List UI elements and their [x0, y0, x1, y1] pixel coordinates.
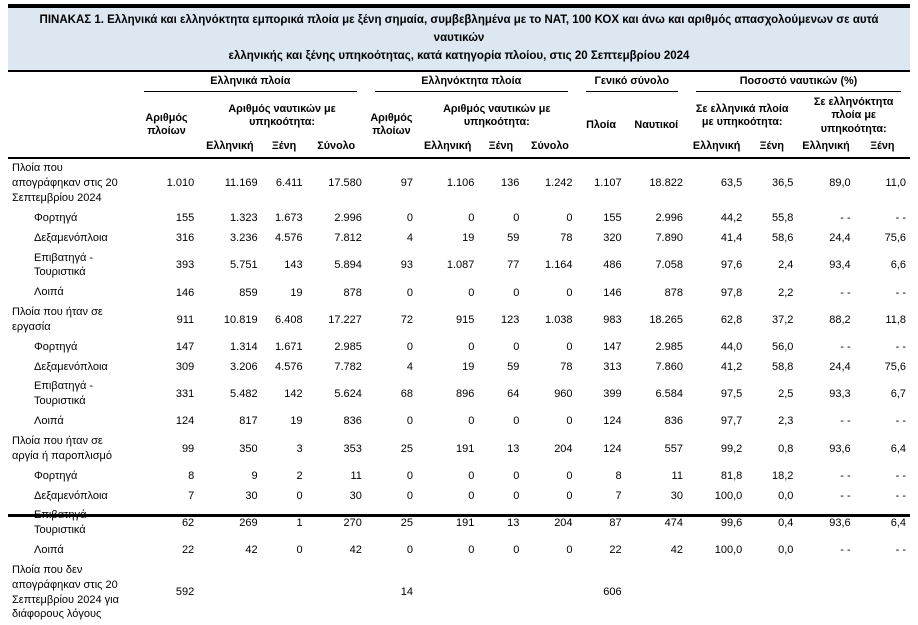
- cell: 269: [239, 517, 258, 530]
- cell: 4.576: [275, 232, 303, 244]
- row-label: Φορτηγά: [34, 469, 78, 482]
- cell: 0: [566, 489, 573, 502]
- cell: 313: [603, 360, 622, 373]
- cell: - -: [895, 544, 906, 557]
- cell: 2.985: [334, 341, 362, 354]
- cell: 2: [296, 469, 303, 482]
- cell: 0: [468, 489, 475, 502]
- cell: [855, 560, 910, 624]
- cell: 136: [500, 177, 520, 190]
- cell: 64: [507, 388, 520, 401]
- category-row: [8, 486, 910, 506]
- col-foreign-nationality: Ξένη: [478, 138, 523, 157]
- cell: 22: [609, 544, 622, 557]
- cell: 18,2: [771, 469, 794, 482]
- cell: 399: [603, 388, 622, 401]
- cell: - -: [895, 286, 906, 299]
- table-title: [8, 8, 910, 72]
- pct-greekowned-ships-header: Σε ελληνόκτητα πλοία με υπηκοότητα:: [813, 95, 894, 135]
- row-label-column-header: [8, 73, 135, 157]
- category-row: [8, 506, 910, 541]
- cell: 1.010: [166, 177, 195, 190]
- cell: 68: [400, 388, 414, 401]
- cell: - -: [840, 469, 851, 482]
- cell: 0: [566, 415, 573, 428]
- cell: 1.164: [545, 259, 573, 272]
- cell: 99,2: [720, 442, 743, 455]
- cell: 11,8: [885, 313, 906, 326]
- cell: 146: [603, 286, 622, 299]
- cell: 836: [343, 415, 362, 428]
- cell: 2.996: [655, 212, 683, 225]
- cell: [417, 560, 478, 624]
- cell: 63,5: [720, 177, 743, 190]
- cell: 0: [513, 341, 520, 354]
- cell: 155: [175, 212, 195, 225]
- cell: - -: [840, 286, 851, 299]
- cell: 58,6: [771, 232, 794, 244]
- group-greekowned-ships: Ελληνόκτητα πλοία: [366, 73, 577, 93]
- cell: 0: [566, 469, 573, 482]
- category-row: [8, 357, 910, 377]
- cell: 7: [188, 489, 195, 502]
- cell: 817: [239, 415, 258, 428]
- cell: 878: [343, 286, 362, 299]
- cell: 309: [175, 360, 195, 373]
- row-label: Επιβατηγά - Τουριστικά: [34, 251, 94, 279]
- cell: - -: [895, 212, 906, 225]
- cell: 7: [615, 489, 622, 502]
- cell: 97,6: [720, 259, 743, 272]
- category-row: [8, 337, 910, 357]
- cell: 2.985: [655, 341, 683, 354]
- cell: 5.624: [334, 388, 362, 401]
- cell: 25: [400, 517, 414, 530]
- cell: 13: [507, 517, 520, 530]
- cell: 6.408: [275, 313, 303, 326]
- cell: 3.236: [230, 232, 258, 244]
- cell: 18.265: [649, 313, 683, 326]
- cell: 93,6: [829, 517, 851, 530]
- row-label: Πλοία που απογράφηκαν στις 20 Σεπτεμβρίου 2024: [12, 162, 118, 205]
- cell: 0: [566, 286, 573, 299]
- cell: [746, 560, 797, 624]
- cell: 0: [513, 544, 520, 557]
- cell: 393: [175, 259, 195, 272]
- cell: 41,2: [720, 360, 743, 373]
- group-grand-total: Γενικό σύνολο: [577, 73, 687, 93]
- cell: 59: [507, 232, 520, 244]
- cell: 0: [468, 469, 475, 482]
- cell: 30: [349, 489, 362, 502]
- cell: 8: [615, 469, 622, 482]
- cell: 24,4: [829, 232, 851, 244]
- cell: 0: [406, 341, 414, 354]
- cell: 0: [513, 286, 520, 299]
- category-row: [8, 412, 910, 432]
- cell: [687, 560, 746, 624]
- col-greek-nationality: Ελληνική: [198, 138, 261, 157]
- total-seafarers-header: Ναυτικοί: [626, 94, 687, 158]
- cell: 58,8: [771, 360, 794, 373]
- cell: 37,2: [771, 313, 794, 326]
- cell: - -: [840, 212, 851, 225]
- ships-seafarers-table: [8, 73, 910, 624]
- cell: 7.812: [334, 232, 362, 244]
- cell: 2,5: [778, 388, 794, 401]
- cell: 0: [566, 544, 573, 557]
- cell: 1.673: [275, 212, 303, 225]
- row-label: Δεξαμενόπλοια: [34, 360, 108, 373]
- cell: 42: [245, 544, 258, 557]
- cell: 25: [400, 442, 414, 455]
- cell: 0: [468, 544, 475, 557]
- cell: 93: [400, 259, 414, 272]
- table-title-line2: ελληνικής και ξένης υπηκοότητας, κατά κατηγορία πλοίου, στις 20 Σεπτεμβρίου 2024: [228, 49, 690, 62]
- cell: 320: [603, 232, 622, 244]
- cell: 1.314: [230, 341, 258, 354]
- row-label: Πλοία που ήταν σε εργασία: [12, 306, 103, 333]
- cell: 124: [175, 415, 195, 428]
- cell: 89,0: [829, 177, 851, 190]
- cell: [198, 560, 261, 624]
- cell: 1.106: [446, 177, 475, 190]
- cell: 77: [507, 259, 520, 272]
- cell: [523, 560, 576, 624]
- cell: 11,0: [885, 177, 906, 190]
- cell: 75,6: [884, 232, 906, 244]
- cell: 0: [296, 489, 303, 502]
- cell: 7.058: [655, 259, 683, 272]
- cell: 960: [554, 388, 573, 401]
- header-subgroup-row: [8, 94, 910, 138]
- cell: 97,5: [720, 388, 743, 401]
- section-row: [8, 158, 910, 209]
- cell: 41,4: [720, 232, 743, 244]
- cell: 350: [239, 442, 258, 455]
- cell: 0: [406, 544, 414, 557]
- cell: 75,6: [884, 360, 906, 373]
- category-row: [8, 466, 910, 486]
- row-label: Επιβατηγά - Τουριστικά: [34, 380, 94, 408]
- table-header: [8, 73, 910, 157]
- cell: 2,3: [778, 415, 794, 428]
- category-row: [8, 248, 910, 283]
- row-label: Πλοία που ήταν σε αργία ή παροπλισμό: [12, 435, 112, 462]
- cell: 123: [500, 313, 520, 326]
- cell: [626, 560, 687, 624]
- cell: 93,6: [829, 442, 851, 455]
- cell: 78: [560, 232, 573, 244]
- cell: 6,4: [890, 442, 906, 455]
- cell: 124: [603, 415, 622, 428]
- cell: 1.323: [230, 212, 258, 225]
- col-total: Σύνολο: [307, 138, 366, 157]
- row-label: Φορτηγά: [34, 211, 78, 224]
- greek-ships-seafarers-header: Αριθμός ναυτικών με υπηκοότητα:: [228, 102, 336, 129]
- col-greek-nationality: Ελληνική: [797, 138, 854, 157]
- cell: 983: [603, 313, 622, 326]
- col-foreign-nationality: Ξένη: [262, 138, 307, 157]
- col-greek-nationality: Ελληνική: [687, 138, 746, 157]
- row-label: Δεξαμενόπλοια: [34, 489, 108, 502]
- group-greek-ships: Ελληνικά πλοία: [135, 73, 366, 93]
- cell: 147: [603, 341, 622, 354]
- cell: 5.482: [230, 388, 258, 401]
- cell: 1.038: [545, 313, 573, 326]
- cell: 557: [664, 442, 683, 455]
- col-foreign-nationality: Ξένη: [855, 138, 910, 157]
- cell: 8: [188, 469, 195, 482]
- cell: 93,4: [829, 259, 851, 272]
- cell: 99: [181, 442, 195, 455]
- cell: 0: [468, 341, 475, 354]
- cell: 270: [343, 517, 362, 530]
- cell: - -: [840, 489, 851, 502]
- cell: 2.996: [334, 212, 362, 225]
- cell: 42: [670, 544, 683, 557]
- cell: 100,0: [714, 544, 743, 557]
- cell: 11: [671, 469, 683, 482]
- cell: - -: [840, 341, 851, 354]
- cell: 142: [284, 388, 303, 401]
- cell: 1.087: [446, 259, 475, 272]
- cell: - -: [895, 469, 906, 482]
- col-total: Σύνολο: [523, 138, 576, 157]
- col-greek-nationality: Ελληνική: [417, 138, 478, 157]
- cell: 6,6: [890, 259, 906, 272]
- cell: 0: [513, 415, 520, 428]
- cell: 5.751: [230, 259, 258, 272]
- cell: 78: [560, 360, 573, 373]
- pct-greek-ships-header: Σε ελληνικά πλοία με υπηκοότητα:: [695, 102, 789, 129]
- cell: 7.860: [655, 360, 683, 373]
- cell: 55,8: [771, 212, 794, 225]
- category-row: [8, 228, 910, 248]
- category-row: [8, 541, 910, 561]
- cell: 0: [406, 286, 414, 299]
- row-label: Φορτηγά: [34, 340, 78, 353]
- cell: 0,0: [778, 544, 794, 557]
- cell: 19: [290, 415, 303, 428]
- cell: 124: [603, 442, 622, 455]
- cell: 36,5: [771, 177, 794, 190]
- cell: 0,0: [778, 489, 794, 502]
- cell: 19: [462, 232, 475, 244]
- cell: 147: [175, 341, 195, 354]
- cell: 191: [456, 517, 475, 530]
- header-group-row: [8, 73, 910, 93]
- cell: 30: [245, 489, 258, 502]
- cell: 606: [603, 586, 622, 599]
- cell: 859: [239, 286, 258, 299]
- cell: 6.411: [275, 177, 303, 190]
- section-row: [8, 303, 910, 338]
- cell: 9: [251, 469, 258, 482]
- cell: 0: [513, 489, 520, 502]
- cell: 81,8: [720, 469, 743, 482]
- cell: 17.580: [328, 177, 362, 190]
- cell: 1.107: [594, 177, 622, 190]
- cell: 1: [296, 517, 303, 530]
- cell: 5.894: [334, 259, 362, 272]
- cell: 146: [175, 286, 195, 299]
- cell: 62: [181, 517, 195, 530]
- cell: 353: [343, 442, 362, 455]
- row-label: Λοιπά: [34, 544, 64, 557]
- cell: 44,2: [720, 212, 743, 225]
- cell: 0: [566, 341, 573, 354]
- cell: 0: [468, 415, 475, 428]
- table-title-line1: ΠΙΝΑΚΑΣ 1. Ελληνικά και ελληνόκτητα εμπορικά πλοία με ξένη σημαία, συμβεβλημένα με το ΝΑΤ, 100 ΚΟΧ και άνω και αριθμός απασχολούμενων σε αυτά ναυτικών: [39, 14, 879, 44]
- greek-ships-count-header: Αριθμός πλοίων: [135, 94, 198, 158]
- cell: 11: [350, 469, 362, 482]
- cell: 4: [406, 232, 414, 244]
- cell: 97: [400, 177, 414, 190]
- table-body: [8, 158, 910, 625]
- cell: 0: [513, 469, 520, 482]
- cell: [797, 560, 854, 624]
- cell: 0: [468, 286, 475, 299]
- cell: 0: [406, 212, 414, 225]
- greekowned-ships-count-header: Αριθμός πλοίων: [366, 94, 417, 158]
- section-row: [8, 560, 910, 624]
- cell: 4.576: [275, 360, 303, 373]
- cell: 7.782: [334, 360, 362, 373]
- cell: 59: [507, 360, 520, 373]
- cell: 204: [554, 517, 573, 530]
- cell: - -: [895, 341, 906, 354]
- cell: 44,0: [720, 341, 743, 354]
- cell: 97,8: [720, 286, 743, 299]
- cell: 0,4: [778, 517, 794, 530]
- cell: 19: [462, 360, 475, 373]
- cell: 0: [406, 469, 414, 482]
- cell: 18.822: [649, 177, 683, 190]
- cell: 100,0: [714, 489, 743, 502]
- cell: 592: [175, 586, 195, 599]
- cell: 3: [296, 442, 303, 455]
- cell: 13: [507, 442, 520, 455]
- cell: 896: [456, 388, 475, 401]
- cell: 0: [566, 212, 573, 225]
- cell: [262, 560, 307, 624]
- cell: 62,8: [720, 313, 743, 326]
- cell: 0: [406, 489, 414, 502]
- cell: 911: [176, 313, 195, 326]
- cell: 6.584: [655, 388, 683, 401]
- cell: 878: [664, 286, 683, 299]
- cell: 836: [664, 415, 683, 428]
- cell: 10.819: [223, 313, 258, 326]
- cell: 24,4: [829, 360, 851, 373]
- category-row: [8, 377, 910, 412]
- cell: [478, 560, 523, 624]
- cell: - -: [840, 415, 851, 428]
- cell: 331: [175, 388, 195, 401]
- category-row: [8, 208, 910, 228]
- cell: 11.169: [224, 177, 258, 190]
- greekowned-ships-seafarers-header: Αριθμός ναυτικών με υπηκοότητα:: [443, 102, 551, 129]
- row-label: Δεξαμενόπλοια: [34, 231, 108, 244]
- cell: 30: [670, 489, 683, 502]
- cell: 19: [290, 286, 303, 299]
- cell: 14: [400, 586, 414, 599]
- cell: - -: [895, 415, 906, 428]
- group-seafarer-percentage: Ποσοστό ναυτικών (%): [687, 73, 910, 93]
- cell: 0: [468, 212, 475, 225]
- category-row: [8, 283, 910, 303]
- cell: 88,2: [829, 313, 851, 326]
- cell: - -: [840, 544, 851, 557]
- row-label: Τουριστικά: [34, 524, 86, 537]
- cell: 17.227: [328, 313, 362, 326]
- section-row: [8, 432, 910, 467]
- cell: 56,0: [771, 341, 794, 354]
- total-ships-header: Πλοία: [577, 94, 626, 158]
- cell: 191: [456, 442, 475, 455]
- cell: 99,6: [720, 517, 743, 530]
- cell: 3.206: [230, 360, 258, 373]
- col-foreign-nationality: Ξένη: [746, 138, 797, 157]
- row-label: Πλοία που δεν απογράφηκαν στις 20 Σεπτεμβρίου 2024 για διάφορους λόγους: [12, 563, 119, 621]
- cell: 0,8: [778, 442, 794, 455]
- cell: 93,3: [829, 388, 851, 401]
- cell: 2,4: [778, 259, 794, 272]
- cell: 1.671: [275, 341, 303, 354]
- cell: 87: [609, 517, 622, 530]
- cell: 0: [406, 415, 414, 428]
- cell: 1.242: [545, 177, 573, 190]
- cell: 2,2: [778, 286, 794, 299]
- cell: 486: [603, 259, 622, 272]
- cell: 7.890: [655, 232, 683, 244]
- cell: 0: [513, 212, 520, 225]
- cell: [307, 560, 366, 624]
- row-label: Λοιπά: [34, 415, 64, 428]
- cell: 915: [456, 313, 475, 326]
- row-label: Λοιπά: [34, 286, 64, 299]
- cell: 22: [181, 544, 195, 557]
- cell: 42: [349, 544, 362, 557]
- cell: 6,4: [890, 517, 906, 530]
- cell: 97,7: [720, 415, 743, 428]
- cell: 204: [554, 442, 573, 455]
- cell: 4: [406, 360, 414, 373]
- cell: 72: [400, 313, 414, 326]
- cell: 155: [603, 212, 622, 225]
- cell: 0: [296, 544, 303, 557]
- cell: 474: [664, 517, 683, 530]
- cell: 316: [175, 232, 195, 244]
- cell: - -: [895, 489, 906, 502]
- cell: 6,7: [890, 388, 906, 401]
- bottom-rule: [8, 514, 910, 517]
- cell: 143: [284, 259, 303, 272]
